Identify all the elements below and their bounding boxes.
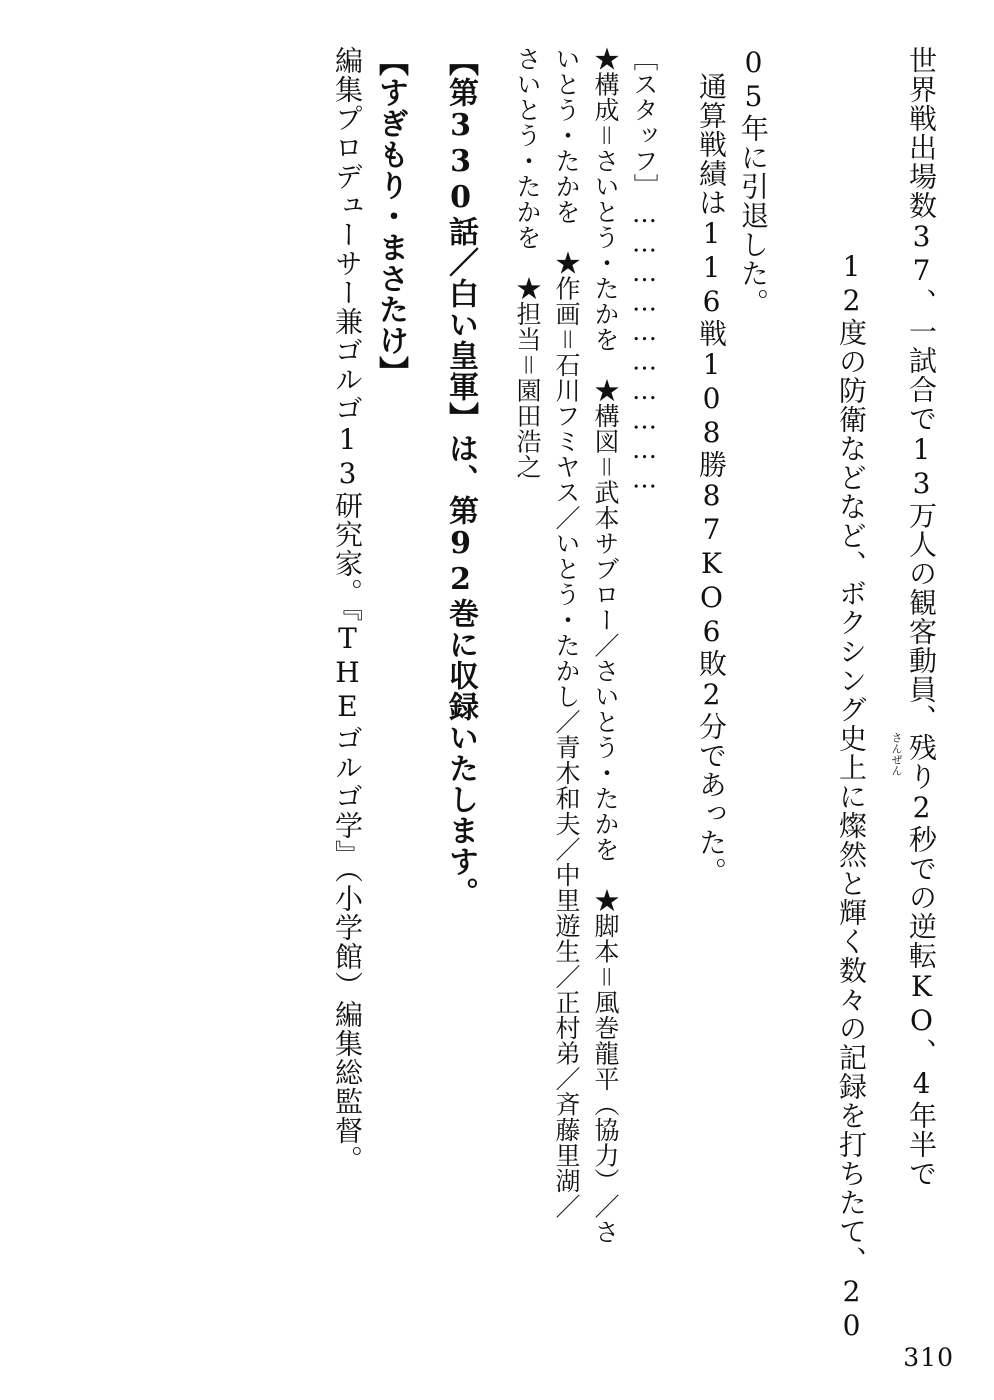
column-spacer-2 <box>482 46 508 47</box>
staff-column-3: さいとう・たかを ★担当＝園田浩之 <box>513 46 542 480</box>
column-spacer-3 <box>412 46 438 47</box>
staff-heading-column: ［スタッフ］………………………… <box>630 46 659 494</box>
author-bio-column: 編集プロデューサー兼ゴルゴ13研究家。『THEゴルゴ学』（小学館）編集総監督。 <box>331 46 364 1174</box>
text-column-1: 世界戦出場数37、一試合で13万人の観客動員、残り2秒での逆転KO、4年半で <box>905 46 938 1188</box>
text-column-2 <box>774 46 903 1343</box>
vertical-text-body <box>120 46 942 1343</box>
staff-column-2: いとう・たかを ★作画＝石川フミヤス／いとう・たかし／青木和夫／中里遊生／正村弟／斉藤里湖／ <box>552 46 581 1219</box>
next-episode-notice: 【第330話／白い皇軍】は、第92巻に収録いたします。 <box>443 46 478 908</box>
text-column-3: 05年に引退した。 <box>737 46 770 317</box>
staff-column-1: ★構成＝さいとう・たかを ★構図＝武本サブロー／さいとう・たかを ★脚本＝風巻龍平（協力）／さ <box>591 46 620 1245</box>
column-spacer-1 <box>664 46 690 47</box>
ruby-annotation: さんぜん <box>890 732 903 776</box>
text-column-4: 通算戦績は116戦108勝87KO6敗2分であった。 <box>695 72 728 886</box>
author-name-heading: 【すぎもり・まさたけ】 <box>373 46 408 387</box>
text-column-2-text: 12度の防衛などなど、ボクシング史上に燦然と輝く数々の記録を打ちたて、20 <box>835 250 868 1343</box>
page-number: 310 <box>903 1343 954 1372</box>
